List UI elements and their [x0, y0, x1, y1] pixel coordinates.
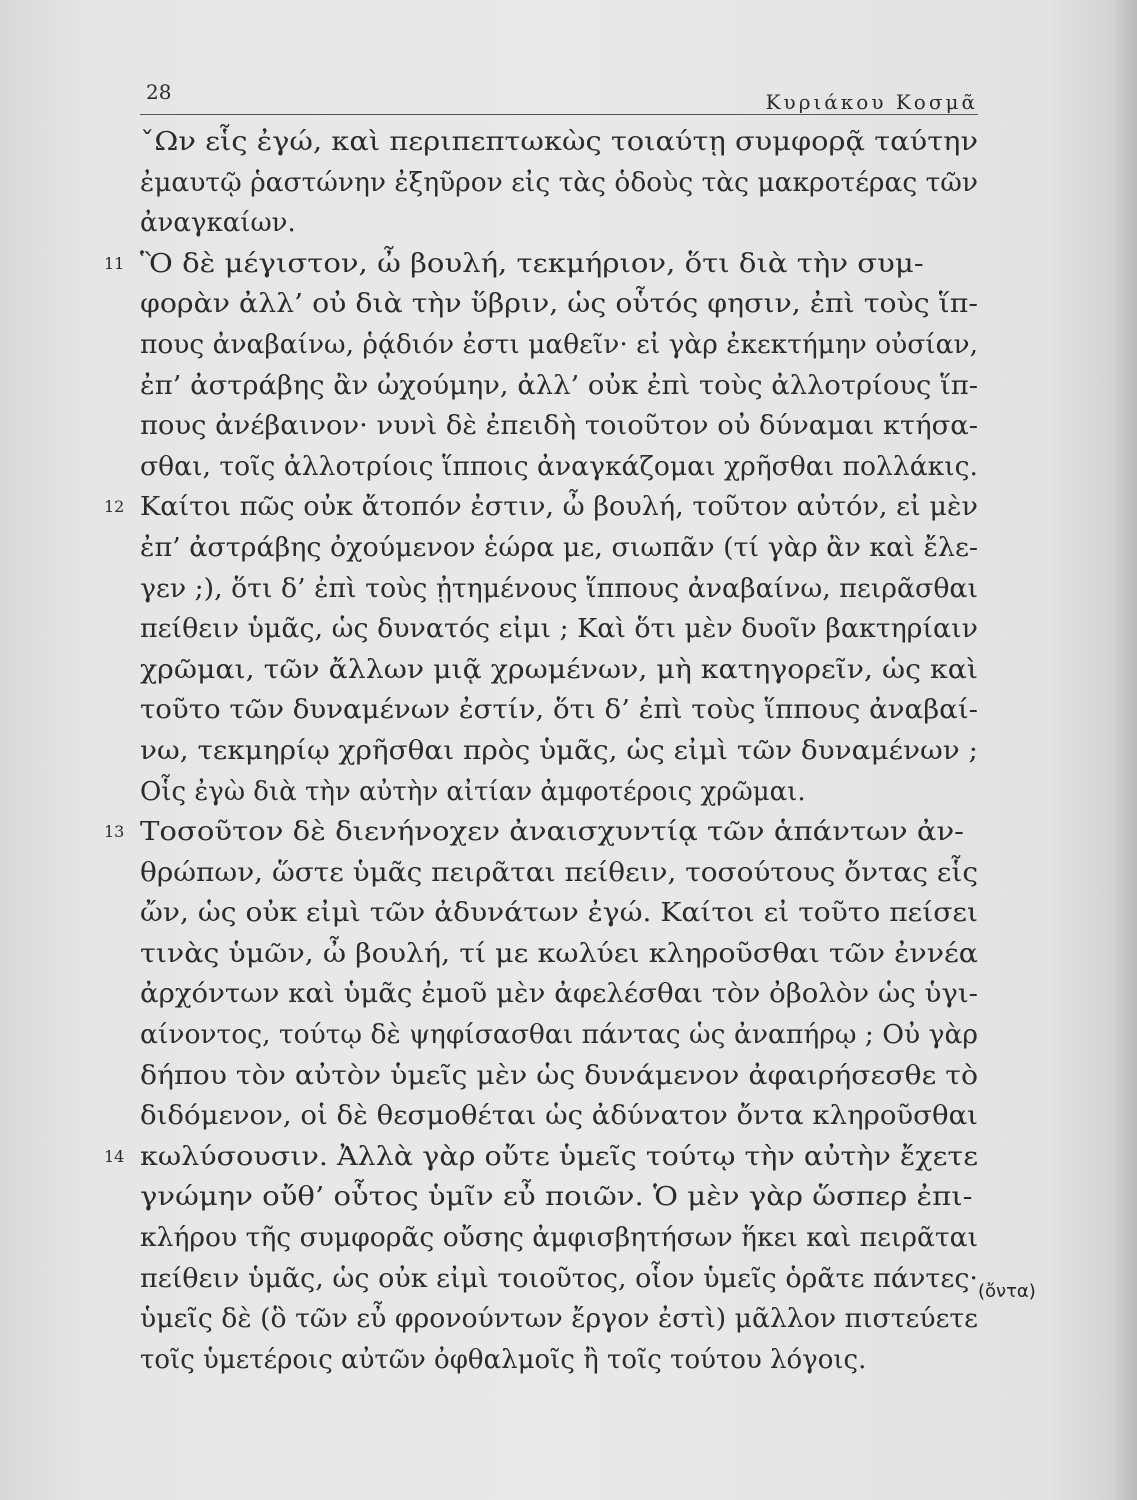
- line-text: πους ἀναβαίνω, ῥᾴδιόν ἐστι μαθεῖν· εἰ γὰρ ἐκεκτήμην οὐσίαν,: [140, 329, 978, 360]
- section-number: 12: [104, 497, 125, 517]
- line-text: ἐμαυτῷ ῥαστώνην ἐξηῦρον εἰς τὰς ὁδοὺς τὰς μακροτέρας τῶν: [140, 167, 978, 198]
- page-edge-shadow: [1115, 0, 1137, 1500]
- line-text: Οἷς ἐγὼ διὰ τὴν αὐτὴν αἰτίαν ἀμφοτέροις χρῶμαι.: [140, 776, 806, 807]
- line-text: πείθειν ὑμᾶς, ὡς δυνατός εἰμι ; Καὶ ὅτι μὲν δυοῖν βακτηρίαιν: [140, 614, 978, 645]
- line-text: κλήρου τῆς συμφορᾶς οὔσης ἀμφισβητήσων ἥκει καὶ πειρᾶται: [140, 1223, 978, 1254]
- line-text: ˇΩν εἷς ἐγώ, καὶ περιπεπτωκὼς τοιαύτῃ συμφορᾷ ταύτην: [140, 127, 979, 157]
- line-text: Καίτοι πῶς οὐκ ἄτοπόν ἐστιν, ὦ βουλή, τοῦτον αὐτόν, εἰ μὲν: [140, 492, 978, 523]
- line-text: θρώπων, ὥστε ὑμᾶς πειρᾶται πείθειν, τοσούτους ὄντας εἷς: [140, 857, 978, 888]
- line-text: ὑμεῖς δὲ (ὃ τῶν εὖ φρονούντων ἔργον ἐστὶ) μᾶλλον πιστεύετε: [140, 1304, 979, 1335]
- line-text: νω, τεκμηρίῳ χρῆσθαι πρὸς ὑμᾶς, ὡς εἰμὶ τῶν δυναμένων ;: [140, 735, 979, 766]
- line-text: ἐπ’ ἀστράβης ὀχούμενον ἑώρα με, σιωπᾶν (τί γὰρ ἂν καὶ ἔλε-: [140, 532, 978, 563]
- line-text: γεν ;), ὅτι δ’ ἐπὶ τοὺς ᾐτημένους ἵππους ἀναβαίνω, πειρᾶσθαι: [140, 573, 978, 604]
- text-line: [104, 487, 978, 528]
- line-text: πους ἀνέβαινον· νυνὶ δὲ ἐπειδὴ τοιοῦτον οὐ δύναμαι κτήσα-: [140, 411, 979, 442]
- text-line: [140, 1015, 978, 1056]
- text-line: [104, 812, 978, 853]
- line-text: τινὰς ὑμῶν, ὦ βουλή, τί με κωλύει κληροῦσθαι τῶν ἐννέα: [140, 938, 978, 969]
- line-text: σθαι, τοῖς ἀλλοτρίοις ἵπποις ἀναγκάζομαι χρῆσθαι πολλάκις.: [140, 451, 979, 482]
- line-text: Ὃ δὲ μέγιστον, ὦ βουλή, τεκμήριον, ὅτι διὰ τὴν συμ-: [140, 248, 924, 279]
- line-text: ἐπ’ ἀστράβης ἂν ὠχούμην, ἀλλ’ οὐκ ἐπὶ τοὺς ἀλλοτρίους ἵπ-: [140, 370, 978, 401]
- text-line: [140, 731, 978, 772]
- section-number: 11: [104, 253, 125, 273]
- text-line: [140, 690, 978, 731]
- running-title: Κυριάκου Κοσμᾶ: [765, 90, 978, 114]
- text-line: [140, 1218, 978, 1259]
- text-line: [140, 772, 978, 813]
- text-line: [140, 974, 978, 1015]
- line-text: διδόμενον, οἱ δὲ θεσμοθέται ὡς ἀδύνατον ὄντα κληροῦσθαι: [140, 1101, 979, 1132]
- text-line: [140, 366, 978, 407]
- line-text: ὤν, ὡς οὐκ εἰμὶ τῶν ἀδυνάτων ἐγώ. Καίτοι εἰ τοῦτο πείσει: [140, 898, 978, 929]
- section-number: 13: [104, 822, 125, 842]
- line-text: Τοσοῦτον δὲ διενήνοχεν ἀναισχυντίᾳ τῶν ἁπάντων ἀν-: [140, 817, 965, 848]
- text-line: [140, 163, 978, 204]
- line-text: φορὰν ἀλλ’ οὐ διὰ τὴν ὕβριν, ὡς οὗτός φησιν, ἐπὶ τοὺς ἵπ-: [140, 289, 979, 320]
- text-line: [140, 1259, 978, 1300]
- text-line: [140, 325, 978, 366]
- text-line: [140, 1096, 978, 1137]
- line-text: ἀρχόντων καὶ ὑμᾶς ἐμοῦ μὲν ἀφελέσθαι τὸν ὀβολὸν ὡς ὑγι-: [140, 979, 978, 1010]
- margin-annotation: (ὄντα): [978, 1281, 1036, 1302]
- text-line: [140, 284, 978, 325]
- text-line: [140, 406, 978, 447]
- line-text: κωλύσουσιν. Ἀλλὰ γὰρ οὔτε ὑμεῖς τούτῳ τὴν αὐτὴν ἔχετε: [140, 1141, 978, 1172]
- body-text: [104, 122, 979, 1380]
- line-text: τοῦτο τῶν δυναμένων ἐστίν, ὅτι δ’ ἐπὶ τοὺς ἵππους ἀναβαί-: [140, 695, 978, 726]
- line-text: αίνοντος, τούτῳ δὲ ψηφίσασθαι πάντας ὡς ἀναπήρῳ ; Οὐ γὰρ: [140, 1020, 978, 1051]
- line-text: ἀναγκαίων.: [140, 208, 296, 239]
- text-line: [140, 1056, 978, 1097]
- page-number: 28: [146, 80, 172, 104]
- line-text: πείθειν ὑμᾶς, ὡς οὐκ εἰμὶ τοιοῦτος, οἷον ὑμεῖς ὁρᾶτε πάντες·: [140, 1263, 978, 1294]
- text-line: [140, 1177, 978, 1218]
- line-text: χρῶμαι, τῶν ἄλλων μιᾷ χρωμένων, μὴ κατηγορεῖν, ὡς καὶ: [140, 654, 978, 685]
- text-line: [140, 853, 978, 894]
- text-line: [104, 1137, 978, 1178]
- text-line: [104, 244, 978, 285]
- text-line: [140, 1299, 978, 1340]
- text-line: [140, 650, 978, 691]
- text-line: [140, 528, 978, 569]
- text-line: [140, 122, 978, 163]
- line-text: δήπου τὸν αὐτὸν ὑμεῖς μὲν ὡς δυνάμενον ἀφαιρήσεσθε τὸ: [140, 1060, 978, 1091]
- text-line: [140, 203, 978, 244]
- text-line: [140, 609, 978, 650]
- text-line: [140, 569, 978, 610]
- text-line: [140, 447, 978, 488]
- line-text: γνώμην οὔθ’ οὗτος ὑμῖν εὖ ποιῶν. Ὁ μὲν γὰρ ὥσπερ ἐπι-: [140, 1182, 973, 1213]
- page-header: [140, 80, 978, 115]
- text-line: [140, 1340, 978, 1381]
- line-text: τοῖς ὑμετέροις αὐτῶν ὀφθαλμοῖς ἢ τοῖς τούτου λόγοις.: [140, 1344, 867, 1375]
- section-number: 14: [104, 1146, 125, 1166]
- text-line: [140, 934, 978, 975]
- text-line: [140, 893, 978, 934]
